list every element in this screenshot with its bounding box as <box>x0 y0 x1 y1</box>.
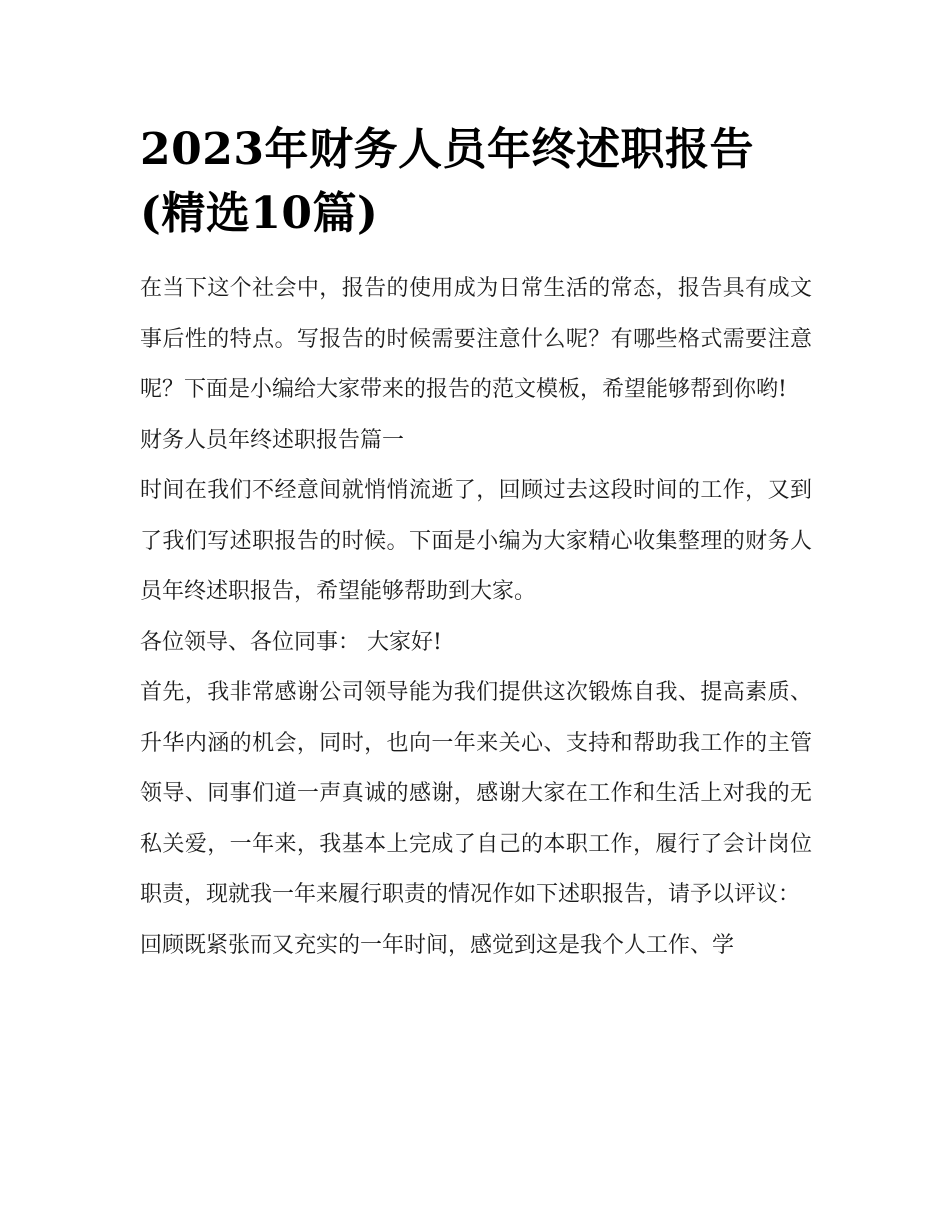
body-paragraph: 时间在我们不经意间就悄悄流逝了，回顾过去这段时间的工作，又到了我们写述职报告的时候。下面是小编为大家精心收集整理的财务人员年终述职报告，希望能够帮助到大家。 <box>140 478 812 604</box>
document-title: 2023年财务人员年终述职报告(精选10篇) <box>140 124 754 239</box>
section-heading: 财务人员年终述职报告篇一 <box>140 427 405 453</box>
body-paragraph: 首先，我非常感谢公司领导能为我们提供这次锻炼自我、提高素质、升华内涵的机会，同时，也向一年来关心、支持和帮助我工作的主管领导、同事们道一声真诚的感谢，感谢大家在工作和生活上对我的无私关爱，一年来，我基本上完成了自己的本职工作，履行了会计岗位职责，现就我一年来履行职责的情况作如下述职报告，请予以评议： <box>140 680 812 907</box>
body-paragraph: 回顾既紧张而又充实的一年时间，感觉到这是我个人工作、学 <box>140 932 735 958</box>
document-body <box>140 118 812 971</box>
greeting-paragraph: 各位领导、各位同事： 大家好! <box>140 629 442 655</box>
intro-paragraph: 在当下这个社会中，报告的使用成为日常生活的常态，报告具有成文事后性的特点。写报告的时候需要注意什么呢？有哪些格式需要注意呢？下面是小编给大家带来的报告的范文模板，希望能够帮到你哟! <box>140 276 812 402</box>
